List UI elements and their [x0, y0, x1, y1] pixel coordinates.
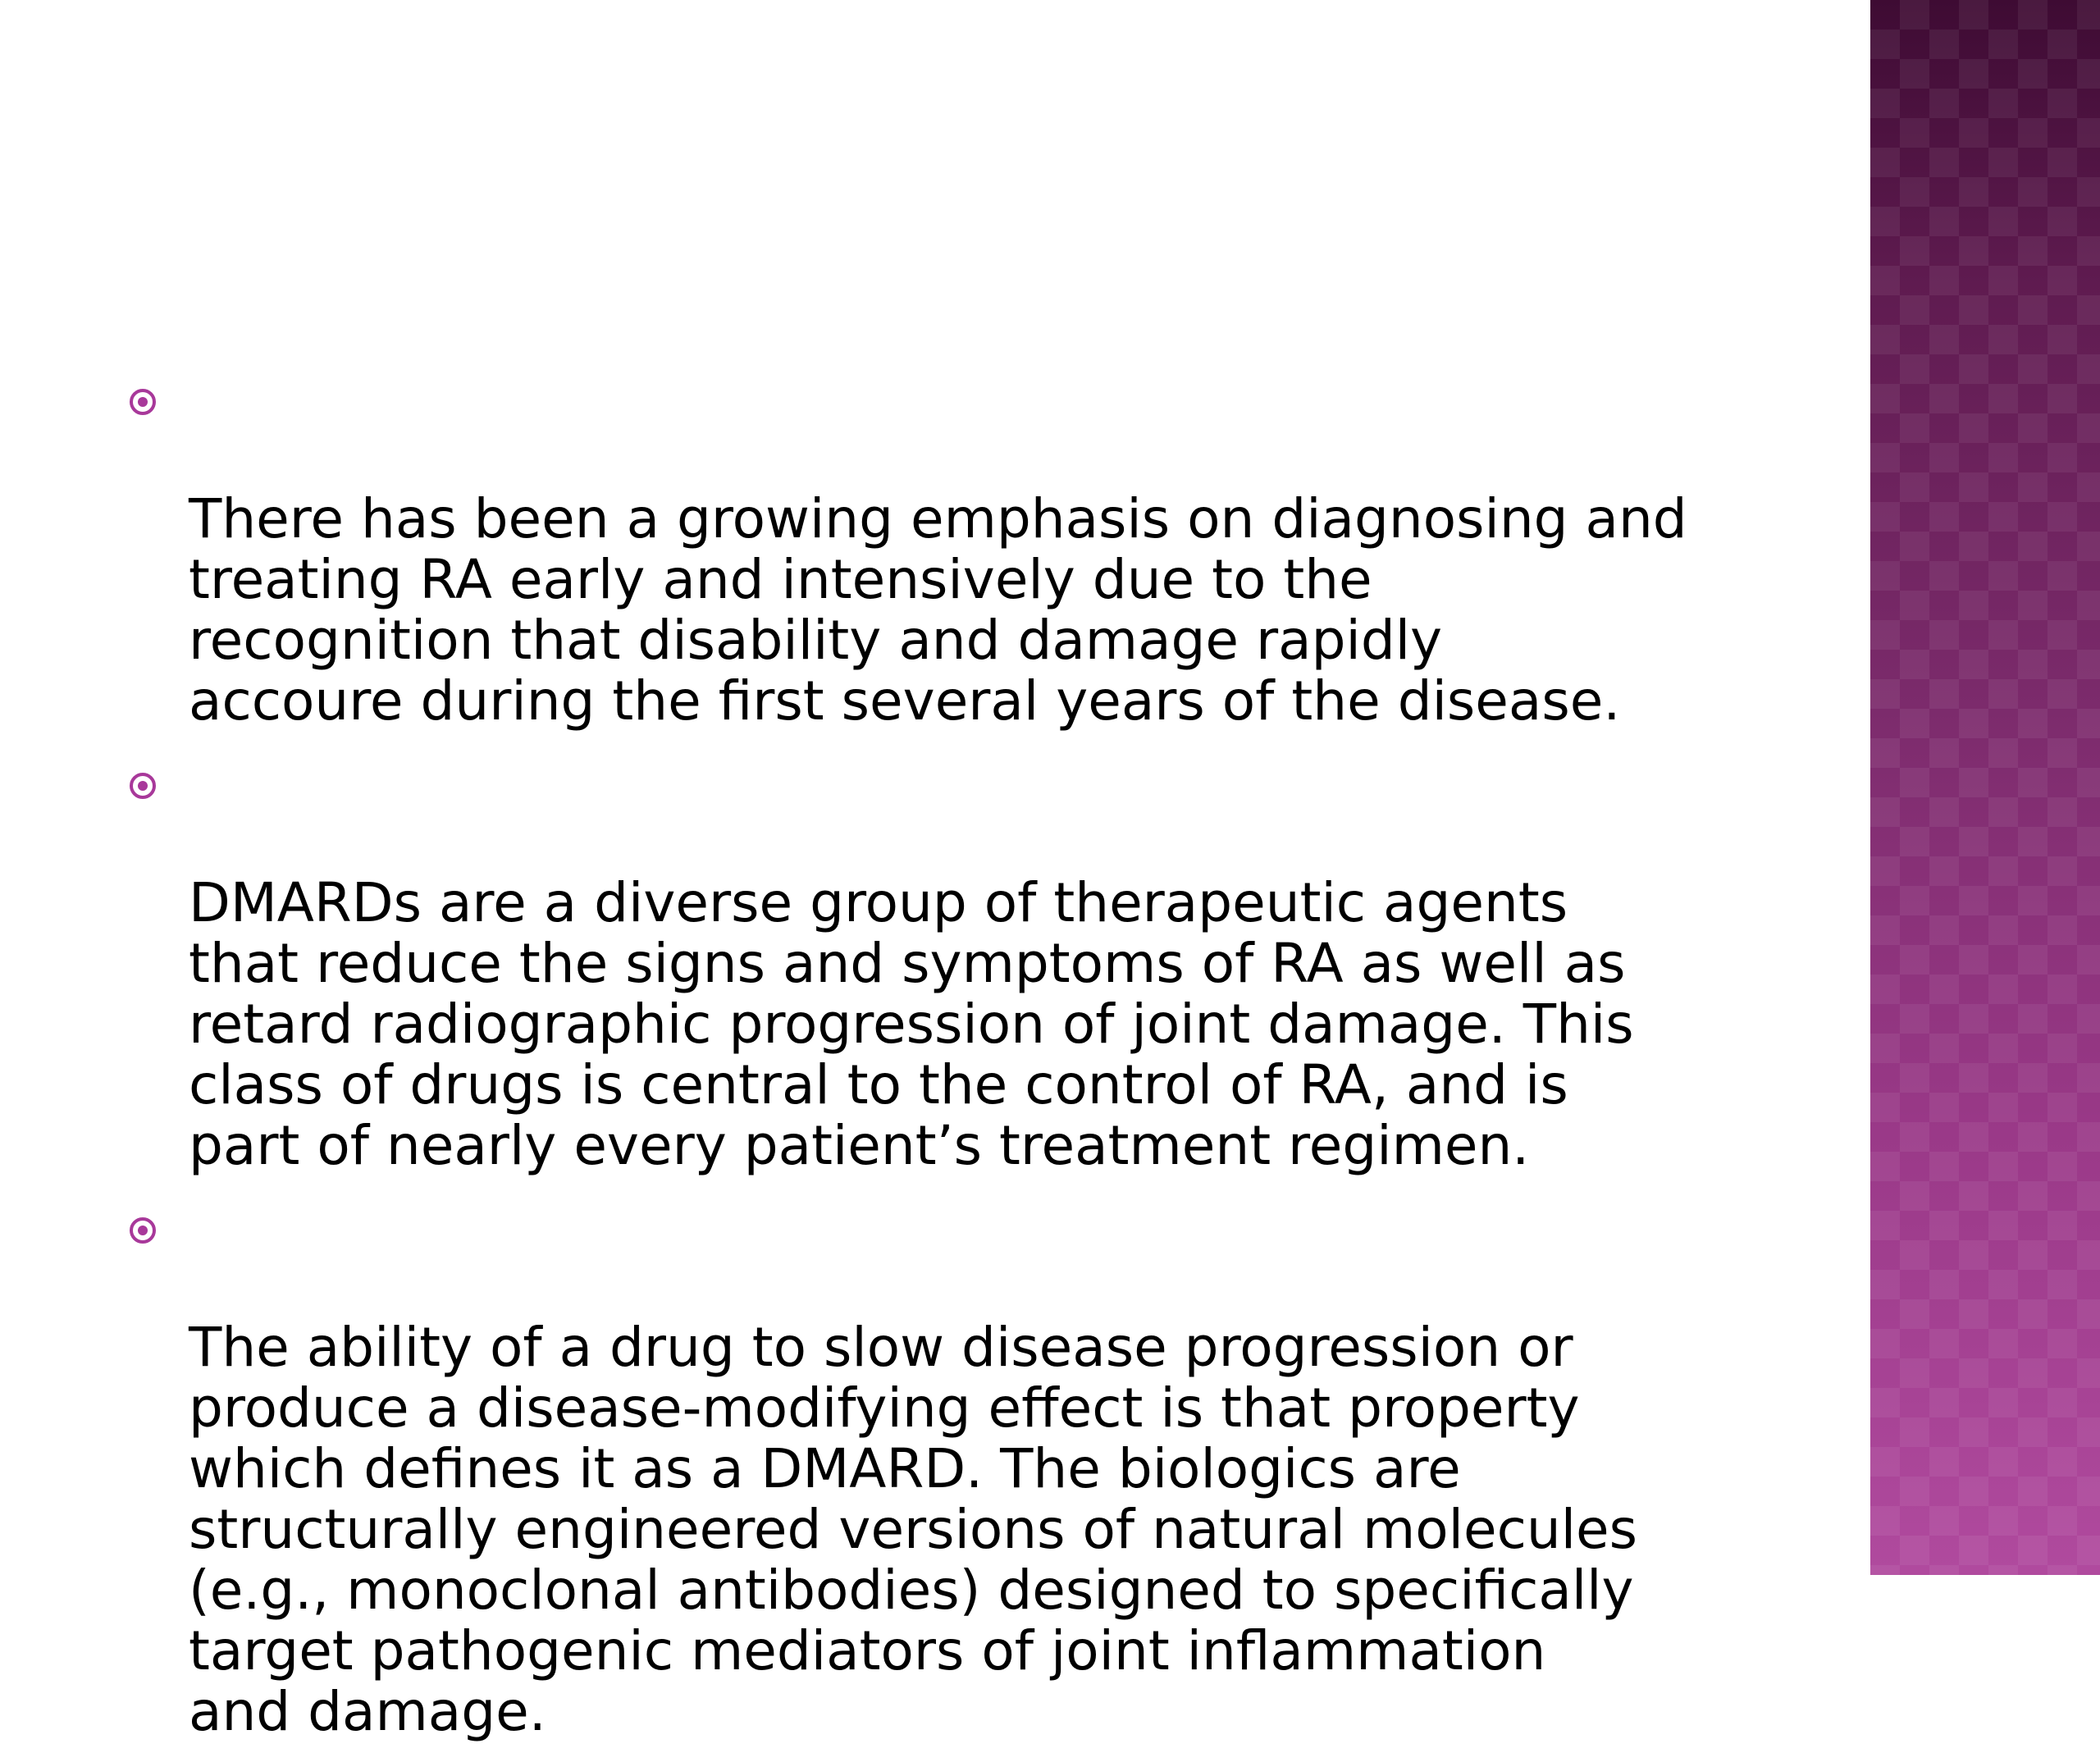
circled-dot-bullet-icon: [130, 1217, 156, 1244]
bullet-text: The ability of a drug to slow disease progression or produce a disease-modifying effect is that property which defines it as a DMARD. The biologics are structurally engineered versions of natural molecules (e.g., monoclonal antibodies) designed to specifically target pathogenic mediators of joint inflammation and damage.: [189, 1316, 1638, 1743]
bullet-list: [123, 367, 1764, 1742]
slide-content: [123, 367, 1764, 1762]
bullet-text: There has been a growing emphasis on diagnosing and treating RA early and intensively due to the recognition that disability and damage rapidly accoure during the first several years of the disease.: [189, 487, 1687, 733]
bullet-text: DMARDs are a diverse group of therapeutic agents that reduce the signs and symptoms of RA as well as retard radiographic progression of joint damage. This class of drugs is central to the control of RA, and is part of nearly every patient’s treatment regimen.: [189, 871, 1634, 1177]
bullet-item-early-treatment: [123, 367, 1764, 732]
bullet-item-biologics: [123, 1196, 1764, 1742]
diamond-pattern: [1870, 0, 2100, 1575]
circled-dot-bullet-icon: [130, 773, 156, 799]
bullet-item-dmards: [123, 751, 1764, 1176]
circled-dot-bullet-icon: [130, 389, 156, 415]
decorative-side-panel: [1870, 0, 2100, 1575]
